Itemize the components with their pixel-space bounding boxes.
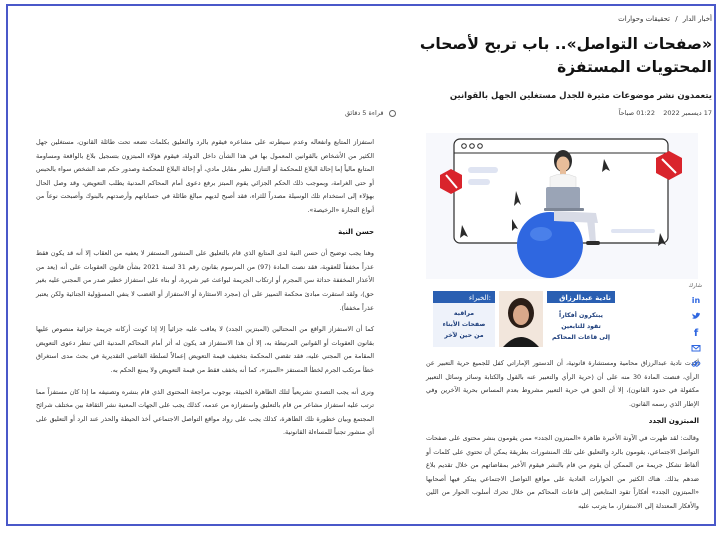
paragraph: أكدت نادية عبدالرزاق محامية ومستشارة قانونية، أن الدستور الإماراتي كفل للجميع حرية التعبير عن الرأي، فنصت المادة 30 منه على أن (حرية الرأي والتعبير عنه بالقول والكتابة وسائر وسائل التعبير مكفولة في حدود القانون)، إلا أن الحق في حرية التعبير مشروط بعدم المساس بحرية الآخرين وفي الإطار الذي رسمه القانون. <box>426 359 699 408</box>
svg-text:يبتكرون أفكاراً: يبتكرون أفكاراً <box>559 312 603 319</box>
svg-text:صفحات الأبناء: صفحات الأبناء <box>442 321 486 328</box>
svg-text:f: f <box>693 328 699 337</box>
article-meta <box>619 109 712 117</box>
breadcrumb-separator: / <box>675 15 678 23</box>
facebook-icon[interactable] <box>691 327 701 337</box>
paragraph: وقالت: لقد ظهرت في الآونة الأخيرة ظاهرة «المبتزون الجدد» ممن يقومون بنشر محتوى على صفحات التواصل الاجتماعي، يقومون بالرد والتعليق على تلك المنشورات بطريقة يمكن أن تحتوي على كلمات أو ألفاظ تشكل جريمة من الممكن أن يقوم من قام بالنشر فيقوم الأخير بمقاضاتهم من خلال تقديم بلاغ ضدهم بذلك. هناك الكثير من الحوارات العادية على مواقع التواصل الاجتماعي يبتكر فيها أصحابها «المبتزون الجدد» أفكاراً تقود المتابعين إلى قاعات المحاكم من خلال تحرك أسلوب الحوار من اللين والأفكار المعتدلة إلى الاستفزاز، ما يترتب عليه <box>426 433 699 510</box>
share-bar <box>690 283 702 375</box>
paragraph: وهنا يجب توضيح أن حسن النية لدى المتابع الذي قام بالتعليق على المنشور المستفز لا يعفيه من العقاب إلا أنه قد يكون فقط عذراً مخففاً للعقوبة، فقد نصت المادة (97) من المرسوم بقانون رقم 31 لسنة 2021 بشأن قانون العقوبات على أنه (يعد من الأعذار المخففة حداثة سن المجرم أو ارتكاب الجريمة لبواعث غير شريرة، أو بناء على استفزاز خطير صدر من المجني عليه بغير حق)، ولقد استقرت مبادئ محكمة التمييز على أن (مجرد الاستثارة أو الاستفزاز أو الغضب لا ينفي المسؤولية الجنائية ولكن يعتبر عذراً مخففاً). <box>36 249 374 312</box>
svg-text:تقود للتابعين: تقود للتابعين <box>561 323 601 330</box>
quote-card-graphic <box>433 287 615 349</box>
clock-icon <box>389 110 396 117</box>
paragraph: استفزاز المتابع وانفعاله وعدم سيطرته على مشاعره فيقوم بالرد والتعليق بكلمات تضعه تحت طائلة القانون، مستغلين جهل الكثير من الأشخاص بالقوانين المعمول بها في هذا الشأن داخل الدولة، فيقوم هؤلاء المبتزون بتسجيل بلاغ بالواقعة ومساومة المتابع مالياً إما إحالة البلاغ للمحكمة أو التنازل نظير مقابل مادي، أو إحالة البلاغ للمحكمة وصدور حكم ضد الشخص سواء بالحبس أو حتى الغرامة، وبموجب ذلك الحكم الجزائي يقوم المبتز برفع دعوى أمام المحاكم المدنية يطلب التعويض، وقد وصل الحال بهؤلاء إلى استخدام تلك الوسيلة مصدراً للثراء، فقد أصبح لديهم مبالغ طائلة في حساباتهم وأرصدتهم بالبنوك وأصبحت نوعاً من أنواع التجارة «الرخيصة». <box>36 138 374 214</box>
breadcrumb-home[interactable]: أخبار الدار <box>682 15 712 23</box>
svg-text:in: in <box>691 296 701 305</box>
hero-illustration <box>426 133 698 279</box>
quote-card <box>433 287 615 349</box>
twitter-icon[interactable] <box>691 311 701 321</box>
svg-text:مراقبة: مراقبة <box>453 310 475 317</box>
svg-text:من حين لآخر: من حين لآخر <box>444 332 484 339</box>
woman-laptop-illustration <box>426 133 698 279</box>
article-time: 01:22 صباحاً <box>618 109 655 117</box>
svg-text:إلى قاعات المحاكم: إلى قاعات المحاكم <box>552 334 610 341</box>
article-body-right <box>426 357 699 518</box>
read-time <box>345 109 396 117</box>
expert-label: الخبراء: <box>468 294 491 302</box>
promo-name: نادية عبدالرزاق <box>559 294 611 302</box>
section-heading: المبتزون الجدد <box>648 417 699 426</box>
section-heading: حسن النية <box>338 227 374 236</box>
breadcrumb-section[interactable]: تحقيقات وحوارات <box>618 15 670 23</box>
read-time-label: قراءة 5 دقائق <box>345 109 384 117</box>
share-label: شارك <box>688 283 702 289</box>
breadcrumb <box>615 15 712 23</box>
article-body-left <box>36 136 374 448</box>
article-date: 17 ديسمبر 2022 <box>663 109 712 117</box>
linkedin-icon[interactable] <box>691 295 701 305</box>
paragraph: ونرى أنه يجب التصدي تشريعياً لتلك الظاهرة الخبيثة، بوجوب مراجعة المحتوى الذي قام بنشره وتصنيفه ما إذا كان مستفزاً مما ترتب عليه استفزاز مشاعر من قام بالتعليق واستفزازه من عدمه، كذلك يجب على الجهات المعنية نشر الثقافة بين مختلف شرائح المجتمع وبيان خطورة تلك الظاهرة، كذلك يجب على رواد مواقع التواصل الاجتماعي أخذ الحيطة والحذر عند الرد أو التعليق على أي منشور تجنباً للمساءلة القانونية. <box>36 387 374 437</box>
email-icon[interactable] <box>691 343 701 353</box>
link-icon[interactable] <box>691 359 701 369</box>
article-subtitle: يتعمدون نشر موضوعات مثيرة للجدل مستغلين الجهل بالقوانين <box>449 91 712 101</box>
paragraph: كما أن الاستفزاز الواقع من المحتالين (المبتزين الجدد) لا يعاقب عليه جزائياً إلا إذا كونت أركانه جريمة جزائية منصوص عليها بقانون العقوبات أو القوانين المرتبطة به، إلا أن هذا الاستفزاز قد يكون له أثر أمام المحاكم المدنية التي تنظر دعوى التعويض المقامة من المجني عليه، فقد تقضي المحكمة بتخفيف قيمة التعويض إعمالاً لسلطة القاضي التقديرية في بحث مدى استغراق خطأ مرتكب الجرم لخطأ المستفز «المبتز»، كما أنه يخفف فقط من قيمة التعويض ولا يمنع الحكم به. <box>36 325 374 374</box>
article-title: «صفحات التواصل».. باب تربح لأصحاب المحتويات المستفزة <box>419 35 712 76</box>
